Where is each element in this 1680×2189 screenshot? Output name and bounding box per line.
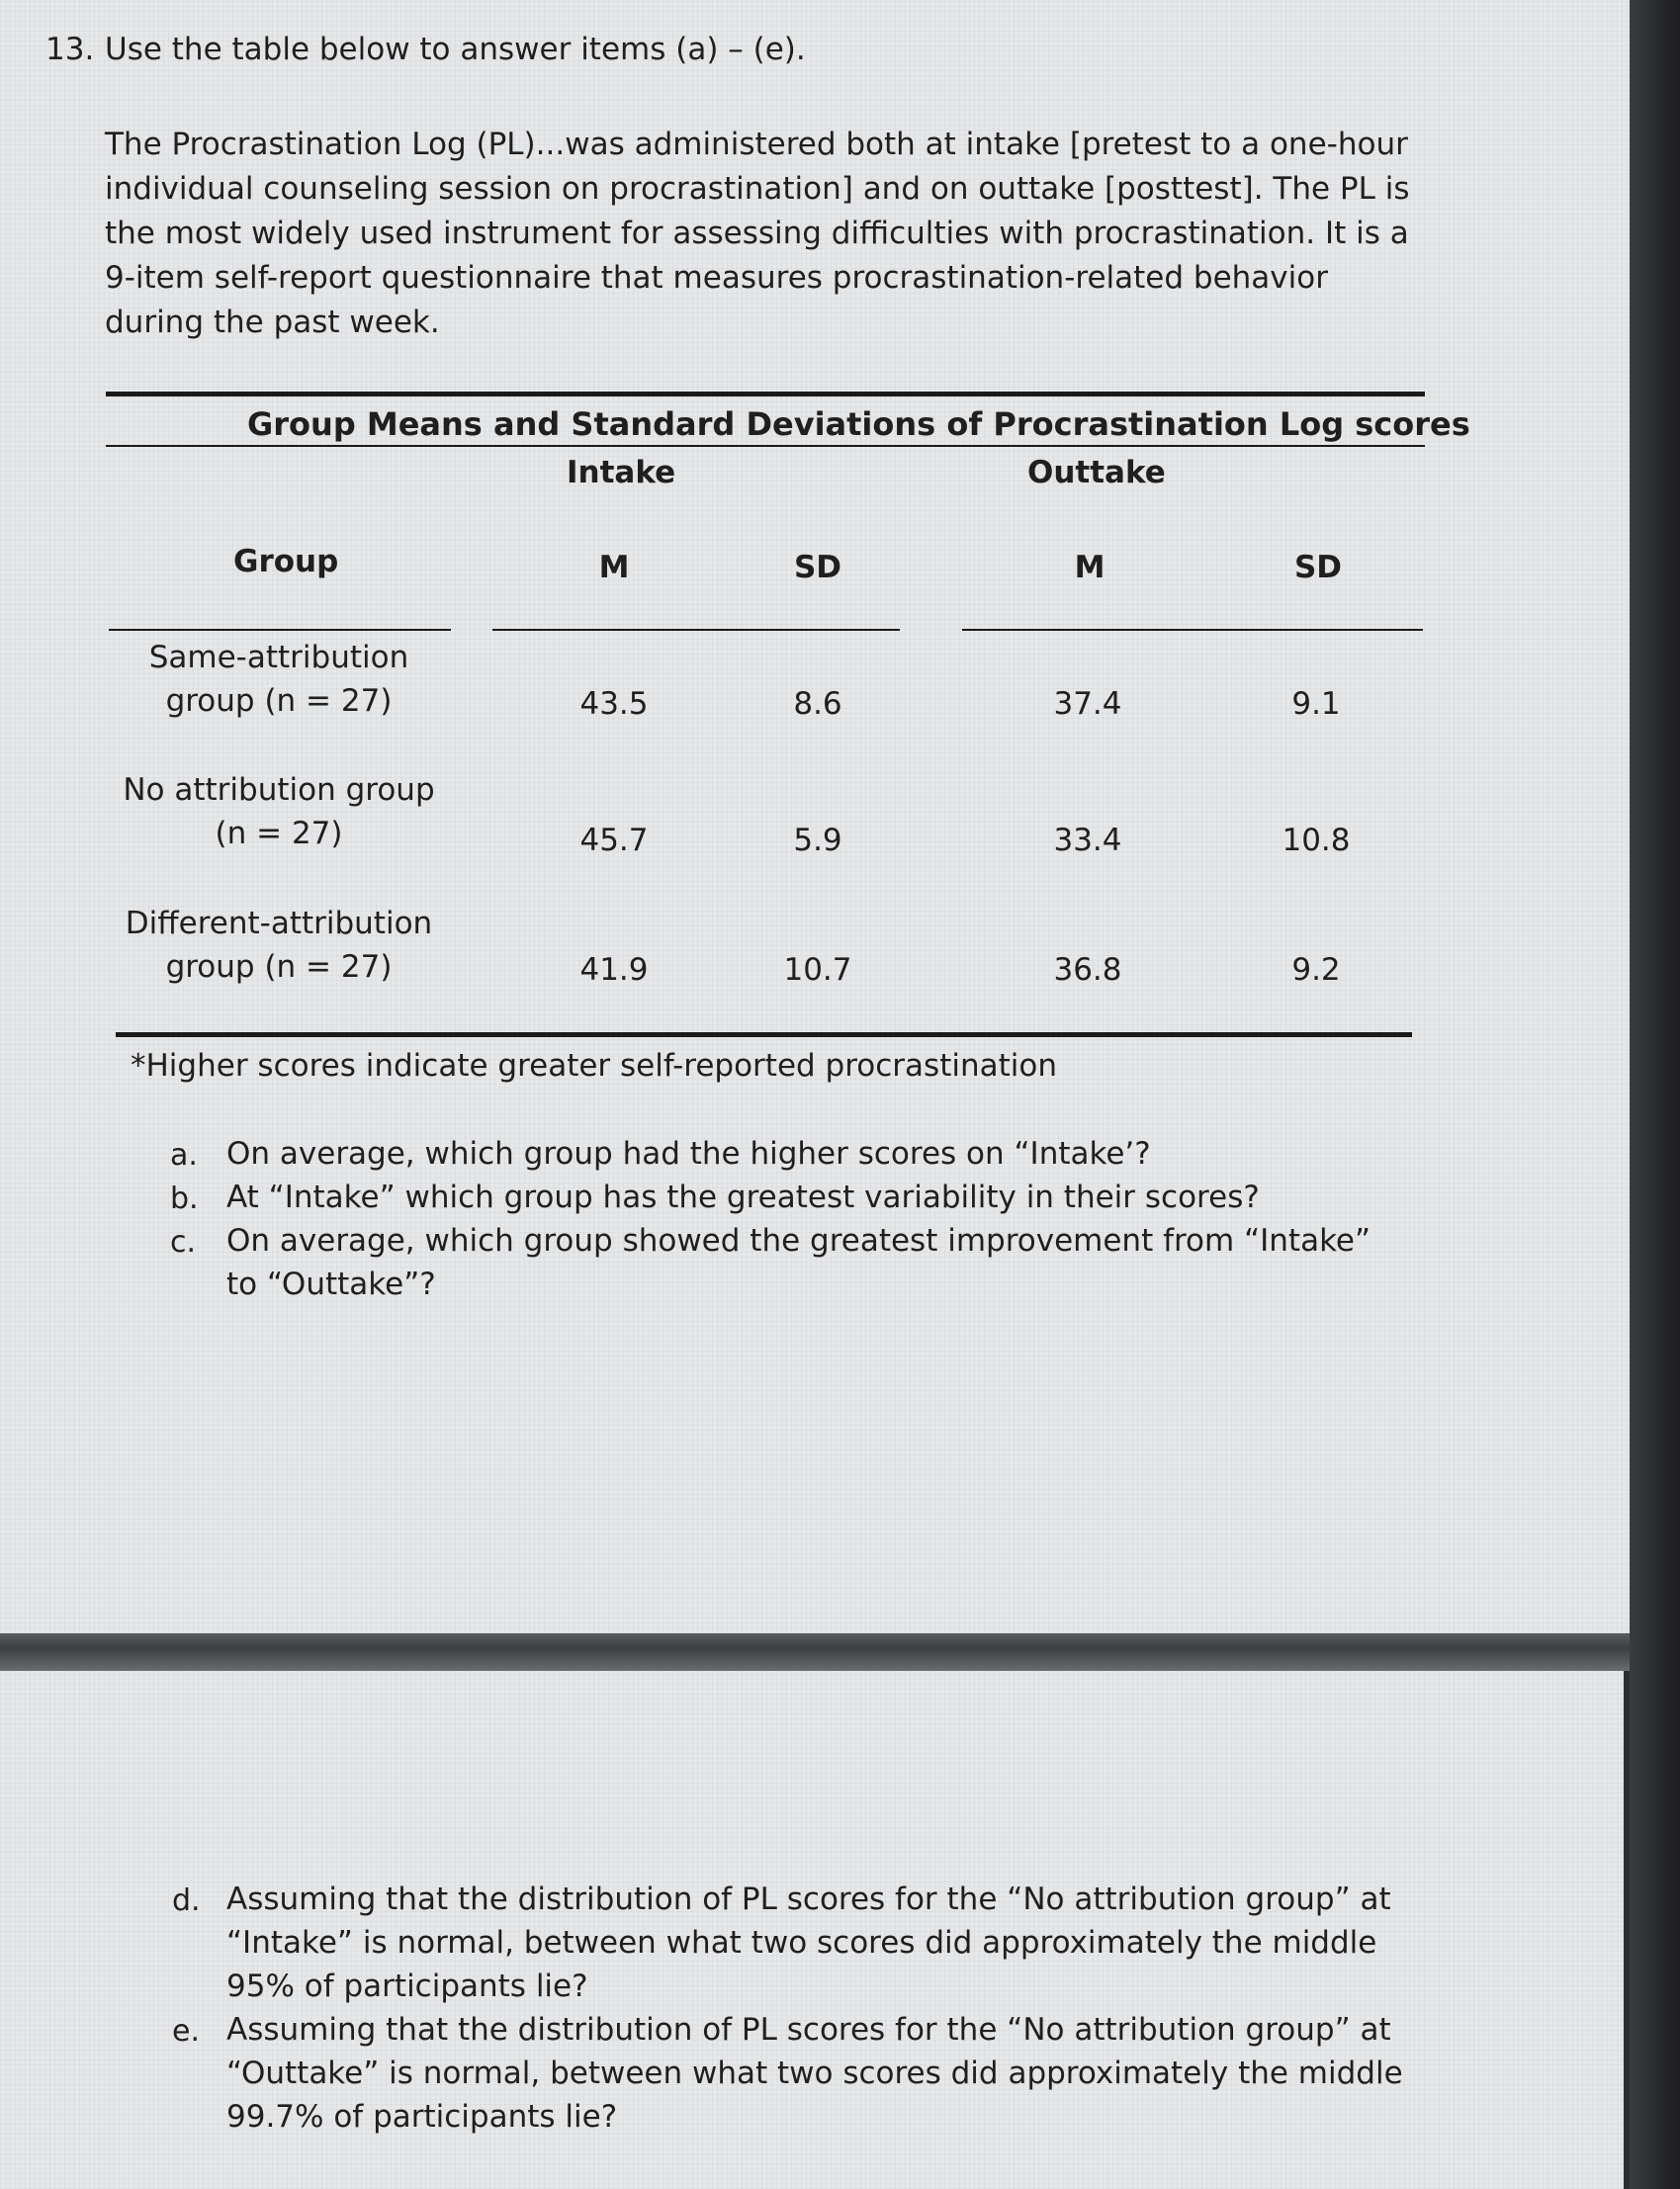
intake-m-header: M xyxy=(598,550,630,585)
outtake-m-header: M xyxy=(1074,550,1105,585)
group-column-header: Group xyxy=(233,544,339,579)
intake-m-value: 45.7 xyxy=(579,823,649,858)
item-text: On average, which group had the higher scores on “Intake’? xyxy=(226,1136,1151,1172)
item-letter: d. xyxy=(172,1883,201,1918)
outtake-sd-value: 9.2 xyxy=(1291,952,1341,988)
item-letter: e. xyxy=(172,2014,200,2049)
item-text: At “Intake” which group has the greatest variability in their scores? xyxy=(226,1180,1260,1215)
table-top-rule xyxy=(106,392,1425,396)
table-row-group-label xyxy=(111,636,447,723)
item-text: On average, which group showed the greatest improvement from “Intake” to “Outtake”? xyxy=(226,1223,1371,1302)
question-heading: Use the table below to answer items (a) – (e). xyxy=(105,32,806,67)
outtake-m-value: 33.4 xyxy=(1053,823,1122,858)
table-title-rule xyxy=(106,445,1425,447)
group-label-line2: group (n = 27) xyxy=(165,949,393,985)
intake-sd-value: 5.9 xyxy=(793,823,842,858)
group-label-line2: (n = 27) xyxy=(215,816,343,851)
intake-sd-value: 8.6 xyxy=(793,686,842,722)
item-text: Assuming that the distribution of PL scores for the “No attribution group” at “Intake” is normal, between what two scores did approximately the middle 95% of participants lie? xyxy=(226,1882,1391,2004)
group-label-line1: No attribution group xyxy=(123,772,435,808)
intake-m-value: 43.5 xyxy=(579,686,649,722)
outtake-sd-value: 10.8 xyxy=(1282,823,1351,858)
table-row-group-label xyxy=(111,768,447,855)
table-title: Group Means and Standard Deviations of Procrastination Log scores xyxy=(247,405,1470,443)
outtake-sd-value: 9.1 xyxy=(1291,686,1341,722)
intake-sd-header: SD xyxy=(793,550,842,585)
group-label-line1: Different-attribution xyxy=(125,906,433,941)
item-letter: c. xyxy=(170,1225,197,1260)
table-bottom-rule xyxy=(116,1032,1412,1037)
outtake-m-value: 37.4 xyxy=(1053,686,1122,722)
outtake-sd-header: SD xyxy=(1293,550,1343,585)
screen-edge xyxy=(1630,0,1680,2189)
table-footnote: *Higher scores indicate greater self-reported procrastination xyxy=(131,1048,1057,1084)
outtake-column-rule xyxy=(962,629,1423,631)
page-divider-shadow xyxy=(0,1633,1630,1671)
intake-m-value: 41.9 xyxy=(579,952,649,988)
table-row-group-label xyxy=(111,902,447,989)
item-letter: a. xyxy=(170,1138,198,1173)
item-text: Assuming that the distribution of PL scores for the “No attribution group” at “Outtake” is normal, between what two scores did approximately the middle 99.7% of participants lie? xyxy=(226,2012,1403,2135)
group-label-line2: group (n = 27) xyxy=(165,683,393,719)
question-number: 13. xyxy=(45,32,95,67)
intake-header: Intake xyxy=(567,455,676,490)
intro-paragraph: The Procrastination Log (PL)...was administered both at intake [pretest to a one-hour individual counseling session on procrastination] and on outtake [posttest]. The PL is the most widely used instrument for assessing difficulties with procrastination. It is a 9-item self-report questionnaire that measures procrastination-related behavior during the past week. xyxy=(105,127,1410,340)
intake-column-rule xyxy=(492,629,900,631)
group-label-line1: Same-attribution xyxy=(148,640,409,675)
intake-sd-value: 10.7 xyxy=(783,952,852,988)
outtake-m-value: 36.8 xyxy=(1053,952,1122,988)
item-letter: b. xyxy=(170,1182,199,1216)
group-column-rule xyxy=(109,629,451,631)
outtake-header: Outtake xyxy=(1027,455,1166,490)
